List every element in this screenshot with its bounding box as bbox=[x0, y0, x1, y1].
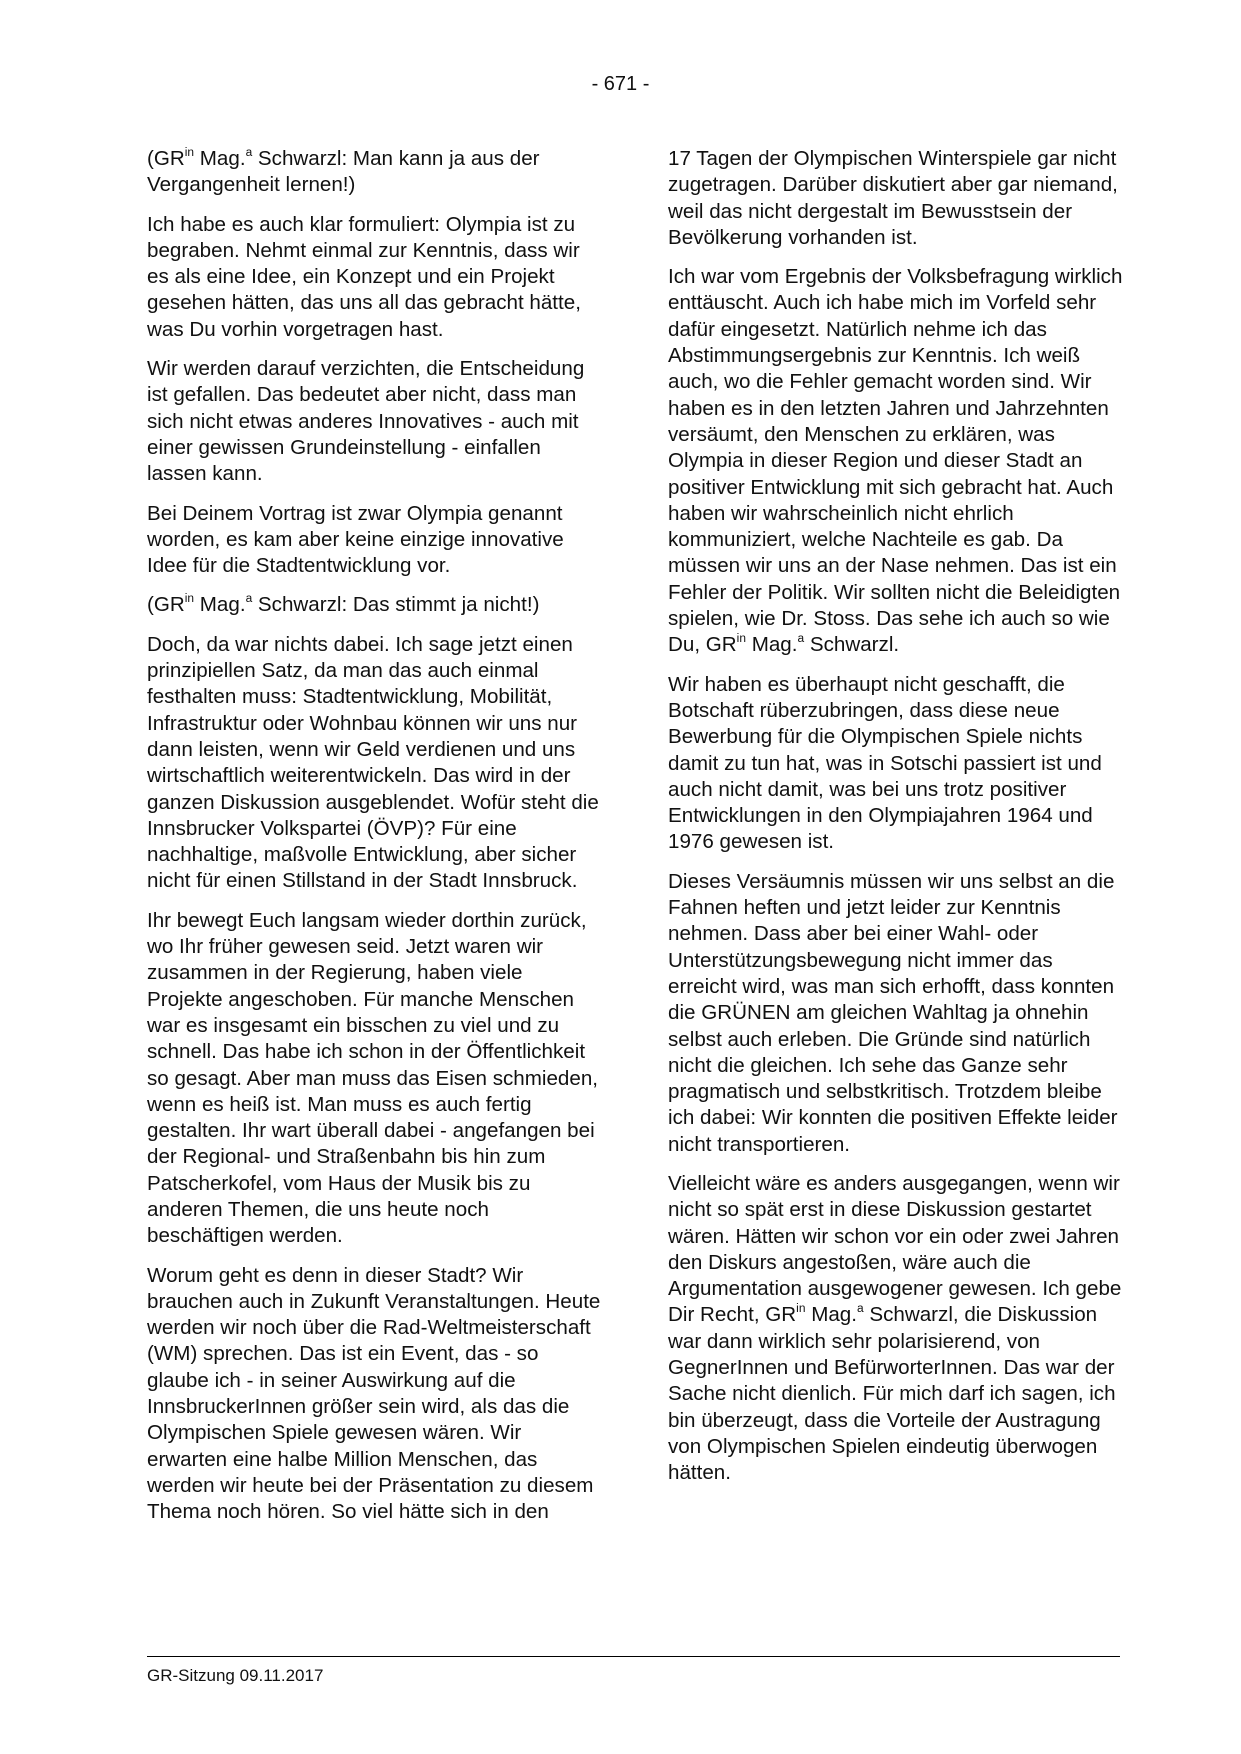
paragraph-text: Ich war vom Ergebnis der Volksbefragung wirklich enttäuscht. Auch ich habe mich im Vorfeld sehr dafür eingesetzt. Natürlich nehme ich das Abstimmungsergebnis zur Kenntnis. Ich weiß auch, wo die Fehler gemacht worden sind. Wir haben es in den letzten Jahren und Jahrzehnten versäumt, den Menschen zu erklären, was Olympia in dieser Region und dieser Stadt an positiver Entwicklung mit sich gebracht hat. Auch haben wir wahrscheinlich nicht ehrlich kommuniziert, welche Nachteile es gab. Da müssen wir uns an der Nase nehmen. Das ist ein Fehler der Politik. Wir sollten nicht die Beleidigten spielen, wie Dr. Stoss. Das sehe ich auch so wie Du, GR bbox=[668, 265, 1123, 657]
paragraph bbox=[668, 869, 1123, 1158]
paragraph bbox=[668, 672, 1123, 856]
paragraph bbox=[668, 264, 1123, 658]
paragraph bbox=[147, 632, 602, 895]
paragraph bbox=[147, 501, 602, 580]
paragraph-text: Wir werden darauf verzichten, die Entscheidung ist gefallen. Das bedeutet aber nicht, dass man sich nicht etwas anderes Innovatives - auch mit einer gewissen Grundeinstellung - einfallen lassen kann. bbox=[147, 357, 585, 486]
paragraph bbox=[147, 592, 602, 618]
paragraph-text: Wir haben es überhaupt nicht geschafft, die Botschaft rüberzubringen, dass diese neue Bewerbung für die Olympischen Spiele nichts damit zu tun hat, was in Sotschi passiert ist und auch nicht damit, was bei uns trotz positiver Entwicklungen in den Olympiajahren 1964 und 1976 gewesen ist. bbox=[668, 672, 1102, 854]
paragraph-text: Schwarzl, die Diskussion war dann wirklich sehr polarisierend, von GegnerInnen und BefürworterInnen. Das war der Sache nicht dienlich. Für mich darf ich sagen, ich bin überzeugt, dass die Vorteile der Austragung von Olympischen Spielen eindeutig überwogen hätten. bbox=[668, 1303, 1116, 1485]
paragraph bbox=[147, 212, 602, 343]
superscript-text: a bbox=[797, 631, 805, 646]
paragraph bbox=[668, 1171, 1123, 1487]
superscript-text: in bbox=[184, 591, 195, 606]
paragraph-text: Worum geht es denn in dieser Stadt? Wir brauchen auch in Zukunft Veranstaltungen. Heute werden wir noch über die Rad-Weltmeisterschaft (WM) sprechen. Das ist ein Event, das - so glaube ich - in seiner Auswirkung auf die InnsbruckerInnen größer sein wird, als das die Olympischen Spiele gewesen wären. Wir erwarten eine halbe Million Menschen, das werden wir heute bei der Präsentation zu diesem Thema noch hören. So viel hätte sich in den bbox=[147, 1263, 601, 1524]
paragraph-text: Doch, da war nichts dabei. Ich sage jetzt einen prinzipiellen Satz, da man das auch einmal festhalten muss: Stadtentwicklung, Mobilität, Infrastruktur oder Wohnbau können wir uns nur dann leisten, wenn wir Geld verdienen und uns wirtschaftlich weiterentwickeln. Das wird in der ganzen Diskussion ausgeblendet. Wofür steht die Innsbrucker Volkspartei (ÖVP)? Für eine nachhaltige, maßvolle Entwicklung, aber sicher nicht für einen Stillstand in der Stadt Innsbruck. bbox=[147, 632, 599, 893]
paragraph-text: Mag. bbox=[194, 147, 246, 170]
superscript-text: a bbox=[245, 591, 253, 606]
paragraph bbox=[147, 1263, 602, 1526]
superscript-text: a bbox=[245, 145, 253, 160]
paragraph-text: Vielleicht wäre es anders ausgegangen, wenn wir nicht so spät erst in diese Diskussion gestartet wären. Hätten wir schon vor ein oder zwei Jahren den Diskurs angestoßen, wäre auch die Argumentation ausgewogener gewesen. Ich gebe Dir Recht, GR bbox=[668, 1171, 1122, 1327]
paragraph-text: Schwarzl: Man kann ja aus der Vergangenheit lernen!) bbox=[147, 147, 540, 197]
superscript-text: a bbox=[856, 1301, 864, 1316]
superscript-text: in bbox=[796, 1301, 806, 1316]
superscript-text: in bbox=[184, 145, 195, 160]
page-number: - 671 - bbox=[591, 73, 650, 95]
right-column bbox=[668, 146, 1123, 1500]
footer-divider bbox=[147, 1656, 1120, 1657]
paragraph-text: Dieses Versäumnis müssen wir uns selbst an die Fahnen heften und jetzt leider zur Kenntnis nehmen. Dass aber bei einer Wahl- oder Unterstützungsbewegung nicht immer das erreicht wird, was man sich erhofft, dass konnten die GRÜNEN am gleichen Wahltag ja ohnehin selbst auch erleben. Die Gründe sind natürlich nicht die gleichen. Ich sehe das Ganze sehr pragmatisch und selbstkritisch. Trotzdem bleibe ich dabei: Wir konnten die positiven Effekte leider nicht transportieren. bbox=[668, 869, 1118, 1156]
paragraph-text: Ich habe es auch klar formuliert: Olympia ist zu begraben. Nehmt einmal zur Kenntnis, dass wir es als eine Idee, ein Konzept und ein Projekt gesehen hätten, das uns all das gebracht hätte, was Du vorhin vorgetragen hast. bbox=[147, 212, 581, 341]
paragraph bbox=[147, 146, 602, 199]
paragraph bbox=[668, 146, 1123, 251]
paragraph bbox=[147, 356, 602, 487]
paragraph bbox=[147, 908, 602, 1250]
paragraph-text: Bei Deinem Vortrag ist zwar Olympia genannt worden, es kam aber keine einzige innovative Idee für die Stadtentwicklung vor. bbox=[147, 501, 564, 578]
paragraph-text: Schwarzl. bbox=[804, 633, 900, 657]
footer-session-date: GR-Sitzung 09.11.2017 bbox=[147, 1666, 324, 1685]
paragraph-text: Mag. bbox=[745, 633, 798, 657]
paragraph-text: 17 Tagen der Olympischen Winterspiele gar nicht zugetragen. Darüber diskutiert aber gar niemand, weil das nicht dergestalt im Bewusstsein der Bevölkerung vorhanden ist. bbox=[668, 147, 1118, 249]
paragraph-text: Mag. bbox=[194, 593, 246, 617]
paragraph-text: (GR bbox=[147, 593, 185, 617]
superscript-text: in bbox=[736, 631, 746, 646]
paragraph-text: Mag. bbox=[805, 1303, 857, 1327]
left-column bbox=[147, 146, 602, 1539]
paragraph-text: (GR bbox=[147, 147, 185, 170]
paragraph-text: Schwarzl: Das stimmt ja nicht!) bbox=[252, 593, 540, 617]
paragraph-text: Ihr bewegt Euch langsam wieder dorthin zurück, wo Ihr früher gewesen seid. Jetzt waren wir zusammen in der Regierung, haben viele Projekte angeschoben. Für manche Menschen war es insgesamt ein bisschen zu viel und zu schnell. Das habe ich schon in der Öffentlichkeit so gesagt. Aber man muss das Eisen schmieden, wenn es heiß ist. Man muss es auch fertig gestalten. Ihr wart überall dabei - angefangen bei der Regional- und Straßenbahn bis hin zum Patscherkofel, vom Haus der Musik bis zu anderen Themen, die uns heute noch beschäftigen werden. bbox=[147, 908, 599, 1248]
